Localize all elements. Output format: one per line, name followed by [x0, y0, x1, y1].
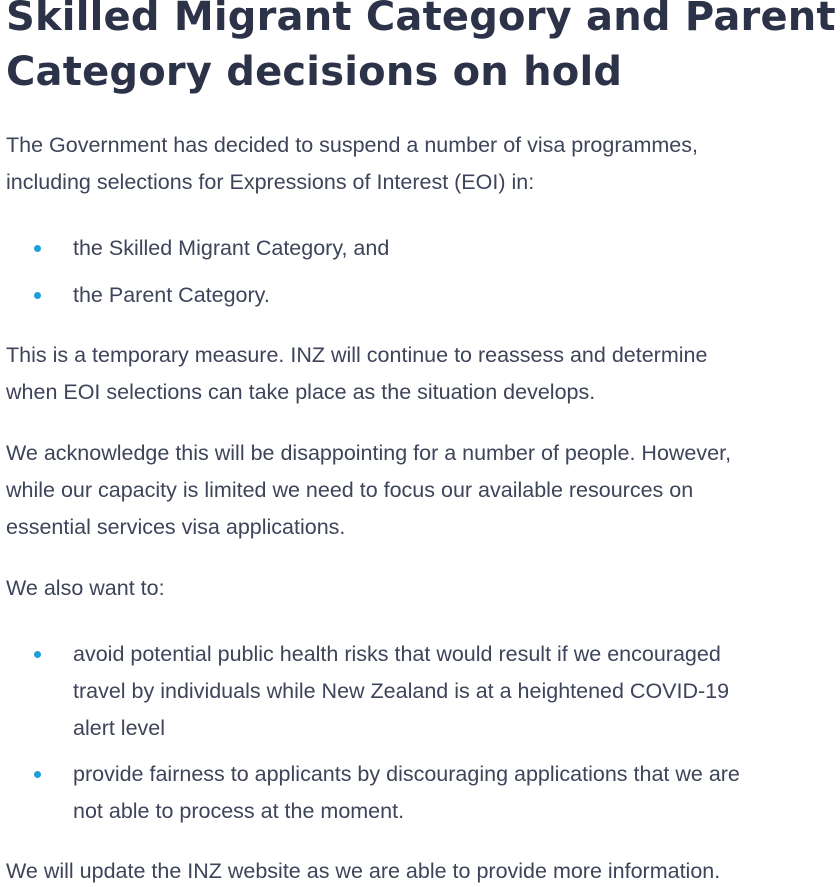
paragraph-line: essential services visa applications.: [6, 515, 346, 539]
list-item-line: not able to process at the moment.: [73, 799, 405, 823]
intro-paragraph: [6, 127, 840, 201]
list-item: [6, 636, 840, 747]
page-title-line: Skilled Migrant Category and Parent: [6, 0, 836, 40]
list-item-line: travel by individuals while New Zealand is at a heightened COVID-19: [73, 679, 730, 703]
temporary-measure-paragraph: [6, 337, 840, 411]
bullet-icon: [34, 245, 41, 252]
paragraph-line: when EOI selections can take place as the situation develops.: [6, 380, 596, 404]
paragraph-line: This is a temporary measure. INZ will continue to reassess and determine: [6, 343, 708, 367]
paragraph-line: while our capacity is limited we need to focus our available resources on: [6, 478, 694, 502]
list-item: [6, 277, 840, 314]
list-item-line: provide fairness to applicants by discouraging applications that we are: [73, 762, 740, 786]
page-title: [6, 0, 840, 100]
intro-line: The Government has decided to suspend a number of visa programmes,: [6, 133, 698, 157]
bullet-icon: [34, 292, 41, 299]
goals-list: [6, 636, 840, 830]
page-title-line: Category decisions on hold: [6, 49, 623, 95]
article-body: [6, 0, 840, 887]
category-list: [6, 230, 840, 314]
bullet-icon: [34, 651, 41, 658]
bullet-icon: [34, 771, 41, 778]
list-item: [6, 230, 840, 267]
list-item-line: avoid potential public health risks that would result if we encouraged: [73, 642, 721, 666]
list-item-text: the Skilled Migrant Category, and: [73, 236, 390, 260]
acknowledge-paragraph: [6, 435, 840, 546]
intro-line: including selections for Expressions of Interest (EOI) in:: [6, 170, 535, 194]
also-want-paragraph: We also want to:: [6, 576, 165, 600]
closing-paragraph: We will update the INZ website as we are able to provide more information.: [6, 859, 721, 883]
list-item-line: alert level: [73, 716, 166, 740]
list-item-text: the Parent Category.: [73, 283, 270, 307]
paragraph-line: We acknowledge this will be disappointing for a number of people. However,: [6, 441, 732, 465]
list-item: [6, 756, 840, 830]
